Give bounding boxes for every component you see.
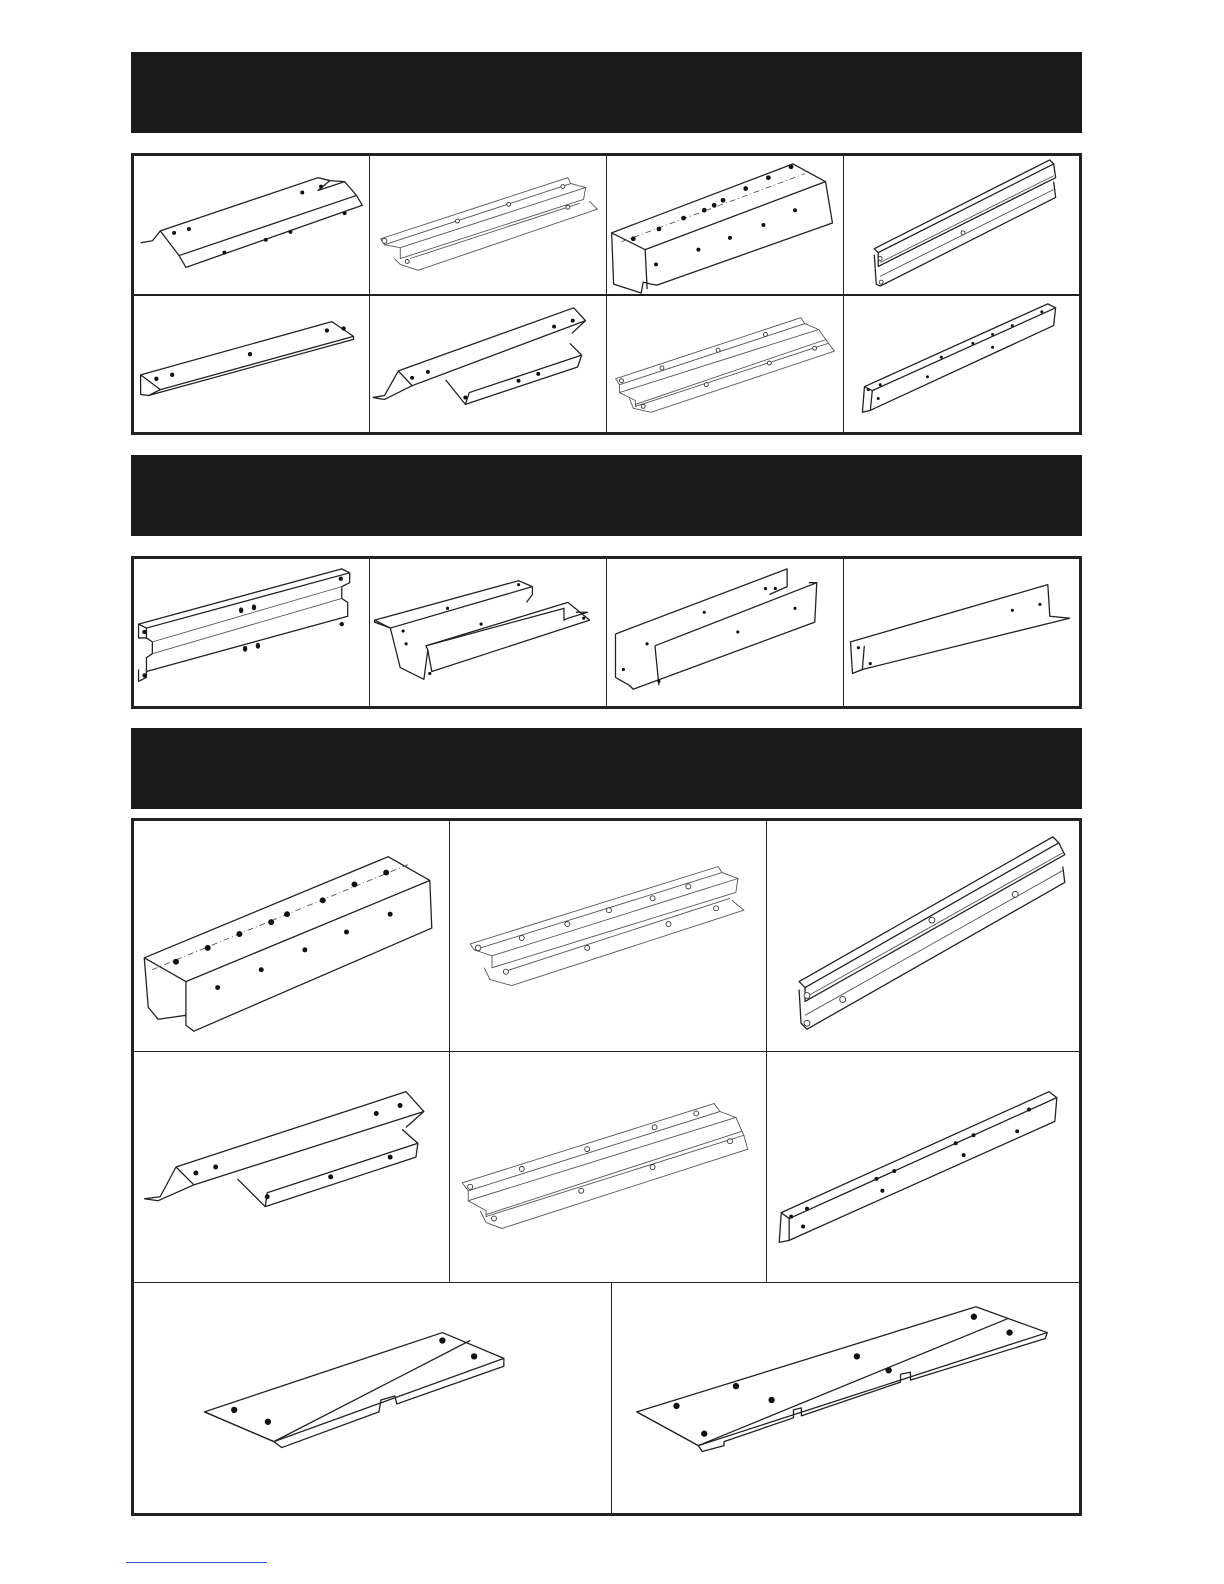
product-cell[interactable]	[133, 1282, 612, 1514]
product-cell[interactable]	[133, 1051, 450, 1283]
z-stepped-channel-profile-icon	[370, 559, 606, 706]
sigma-rail-profile-icon	[844, 156, 1079, 294]
light-angle-rail-profile-icon	[844, 296, 1079, 432]
product-grid-1	[131, 153, 1082, 435]
section-banner-3	[131, 728, 1082, 809]
sigma-rail-profile-icon	[767, 821, 1079, 1051]
product-cell[interactable]	[369, 558, 607, 707]
w-beam-guardrail-profile-icon	[134, 559, 369, 706]
product-cell[interactable]	[133, 820, 450, 1052]
product-cell[interactable]	[133, 558, 370, 707]
product-cell[interactable]	[606, 558, 844, 707]
l-angle-profile-icon	[844, 559, 1079, 706]
product-cell[interactable]	[369, 295, 607, 433]
angle-profile-icon	[134, 296, 369, 432]
c-channel-perforated-profile-icon	[607, 156, 843, 294]
product-grid-2	[131, 556, 1082, 709]
product-cell[interactable]	[766, 1051, 1080, 1283]
product-cell[interactable]	[606, 295, 844, 433]
footer-link-underline[interactable]	[126, 1552, 267, 1563]
light-angle-rail-profile-icon	[767, 1052, 1079, 1282]
z-purlin-profile-icon	[134, 156, 369, 294]
product-cell[interactable]	[449, 820, 767, 1052]
product-cell[interactable]	[133, 295, 370, 433]
omega-hat-channel-profile-icon	[370, 156, 606, 294]
long-splice-bracket-profile-icon	[612, 1283, 1079, 1513]
product-cell[interactable]	[611, 1282, 1080, 1514]
omega-hat-channel-profile-icon	[450, 821, 766, 1051]
product-cell[interactable]	[843, 155, 1080, 295]
product-cell[interactable]	[843, 558, 1080, 707]
section-banner-2	[131, 455, 1082, 536]
product-cell[interactable]	[766, 820, 1080, 1052]
section-banner-1	[131, 52, 1082, 133]
product-cell[interactable]	[449, 1051, 767, 1283]
product-cell[interactable]	[606, 155, 844, 295]
c-channel-perforated-profile-icon	[134, 821, 449, 1051]
product-cell[interactable]	[133, 155, 370, 295]
u-channel-profile-icon	[607, 559, 843, 706]
z-section-offset-profile-icon	[134, 1052, 449, 1282]
product-cell[interactable]	[369, 155, 607, 295]
ribbed-tray-profile-icon	[450, 1052, 766, 1282]
ribbed-tray-profile-icon	[607, 296, 843, 432]
product-grid-3	[131, 818, 1082, 1516]
short-splice-bracket-profile-icon	[134, 1283, 611, 1513]
z-section-offset-profile-icon	[370, 296, 606, 432]
product-cell[interactable]	[843, 295, 1080, 433]
